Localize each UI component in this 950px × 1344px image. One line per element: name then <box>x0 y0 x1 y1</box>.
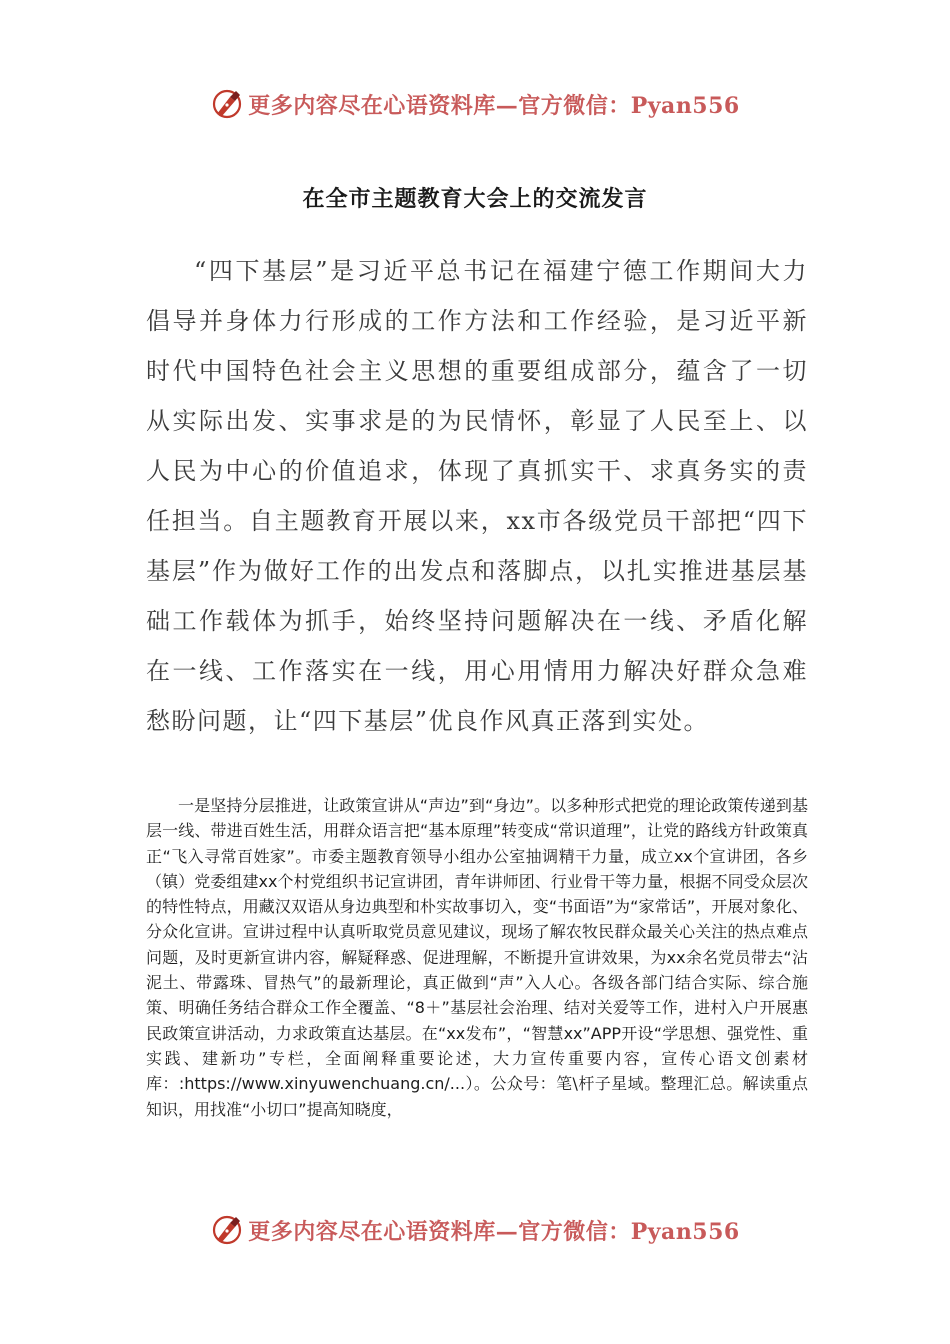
pen-nib-logo-icon <box>210 87 244 121</box>
document-title: 在全市主题教育大会上的交流发言 <box>302 187 648 212</box>
pen-nib-logo-icon <box>210 1213 244 1247</box>
header-banner <box>0 82 950 126</box>
banner-text: 更多内容尽在心语资料库—官方微信：Pyan556 <box>248 1218 740 1245</box>
banner-text: 更多内容尽在心语资料库—官方微信：Pyan556 <box>248 92 740 119</box>
footer-banner <box>0 1208 950 1252</box>
body-paragraph: 一是坚持分层推进，让政策宣讲从“声边”到“身边”。以多种形式把党的理论政策传递到基层一线、带进百姓生活，用群众语言把“基本原理”转变成“常识道理”，让党的路线方针政策真正“飞入寻常百姓家”。市委主题教育领导小组办公室抽调精干力量，成立xx个宣讲团，各乡（镇）党委组建xx个村党组织书记宣讲团，青年讲师团、行业骨干等力量，根据不同受众层次的特性特点，用藏汉双语从身边典型和朴实故事切入，变“书面语”为“家常话”，开展对象化、分众化宣讲。宣讲过程中认真听取党员意见建议，现场了解农牧民群众最关心关注的热点难点问题，及时更新宣讲内容，解疑释惑、促进理解，不断提升宣讲效果，为xx余名党员带去“沾泥土、带露珠、冒热气”的最新理论，真正做到“声”入人心。各级各部门结合实际、综合施策、明确任务结合群众工作全覆盖、“8＋”基层社会治理、结对关爱等工作，进村入户开展惠民政策宣讲活动，力求政策直达基层。在“xx发布”，“智慧xx”APP开设“学思想、强党性、重实践、建新功”专栏，全面阐释重要论述，大力宣传重要内容，宣传心语文创素材库：:https://www.xinyuwenchuang.cn/...）。公众号：笔\杆子星域。整理汇总。解读重点知识，用找准“小切口”提高知晓度， <box>146 796 808 1119</box>
lead-paragraph: “四下基层”是习近平总书记在福建宁德工作期间大力倡导并身体力行形成的工作方法和工作经验，是习近平新时代中国特色社会主义思想的重要组成部分，蕴含了一切从实际出发、实事求是的为民情怀，彰显了人民至上、以人民为中心的价值追求，体现了真抓实干、求真务实的责任担当。自主题教育开展以来，xx市各级党员干部把“四下基层”作为做好工作的出发点和落脚点，以扎实推进基层基础工作载体为抓手，始终坚持问题解决在一线、矛盾化解在一线、工作落实在一线，用心用情用力解决好群众急难愁盼问题，让“四下基层”优良作风真正落到实处。 <box>146 257 808 735</box>
